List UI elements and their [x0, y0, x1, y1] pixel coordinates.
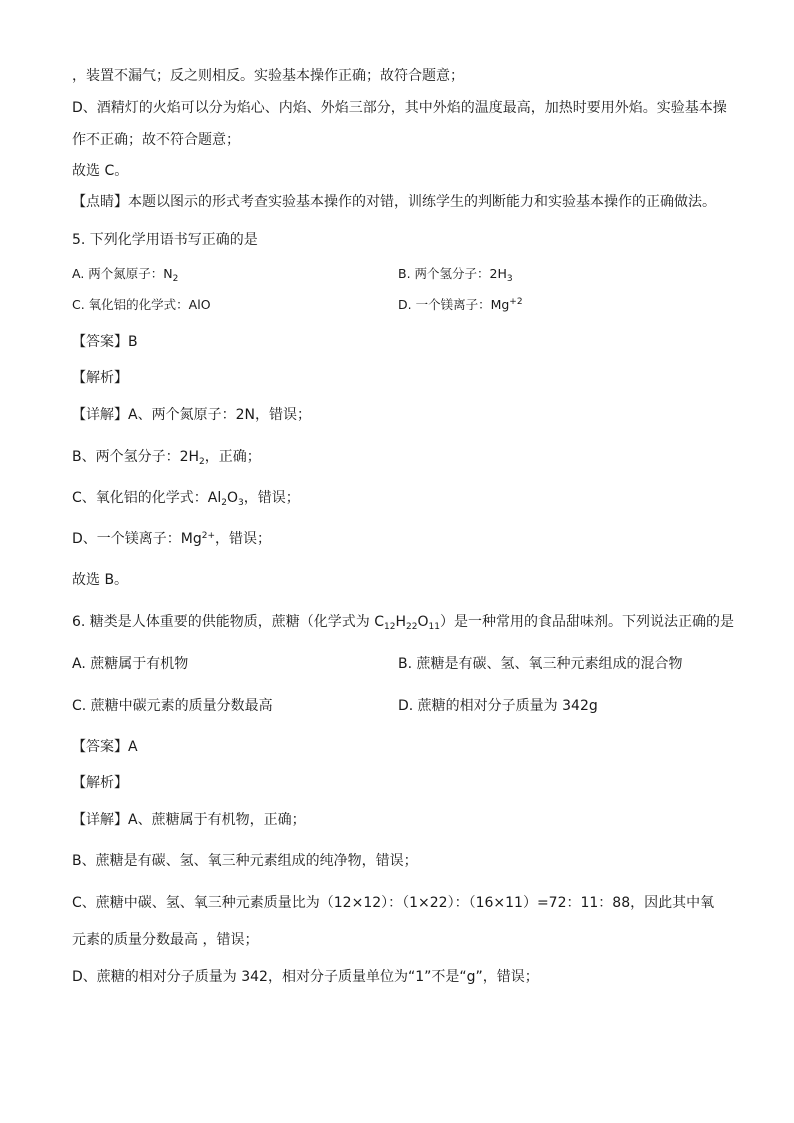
q6-detail-b: B、蔗糖是有碳、氢、氧三种元素组成的纯净物，错误； — [72, 853, 418, 869]
q6-option-d: D. 蔗糖的相对分子质量为 342g — [398, 698, 598, 714]
q6-option-b: B. 蔗糖是有碳、氢、氧三种元素组成的混合物 — [398, 656, 683, 672]
q5-answer: 【答案】B — [72, 334, 138, 350]
q6-detail-c: C、蔗糖中碳、氢、氧三种元素质量比为（12×12）：（1×22）：（16×11）=72：11：88，因此其中氧 — [72, 895, 715, 911]
q6-option-a: A. 蔗糖属于有机物 — [72, 656, 189, 672]
text-line: 作不正确；故不符合题意； — [72, 132, 240, 148]
q5-detail-c: C、氧化铝的化学式：$Al_2O_3$，错误； — [72, 490, 300, 508]
question-6-stem: 6. 糖类是人体重要的供能物质，蔗糖（化学式为 $C_{12}H_{22}O_{11}$）是一种常用的食品甜味剂。下列说法正确的是 — [72, 614, 734, 632]
q5-option-a: A. 两个氮原子：$N_2$ — [72, 266, 179, 284]
text-line: ，装置不漏气；反之则相反。实验基本操作正确；故符合题意； — [72, 68, 464, 84]
question-5-stem: 5. 下列化学用语书写正确的是 — [72, 232, 258, 248]
q5-option-b: B. 两个氢分子：$2H_3$ — [398, 266, 513, 284]
q6-detail-a: 【详解】A、蔗糖属于有机物，正确； — [72, 812, 306, 828]
q5-option-d: D. 一个镁离子：$Mg^{+2}$ — [398, 297, 523, 312]
tip-line: 【点睛】本题以图示的形式考查实验基本操作的对错，训练学生的判断能力和实验基本操作的正确做法。 — [72, 194, 716, 210]
q5-conclusion: 故选 B。 — [72, 572, 129, 588]
q5-analysis-label: 【解析】 — [72, 370, 128, 386]
text-line: D、酒精灯的火焰可以分为焰心、内焰、外焰三部分，其中外焰的温度最高，加热时要用外焰。实验基本操 — [72, 100, 727, 116]
q6-analysis-label: 【解析】 — [72, 775, 128, 791]
q6-detail-d: D、蔗糖的相对分子质量为 342，相对分子质量单位为“1”不是“g”，错误； — [72, 969, 539, 985]
text-line: 故选 C。 — [72, 163, 129, 179]
q5-detail-a: 【详解】A、两个氮原子：2N，错误； — [72, 407, 311, 423]
q6-option-c: C. 蔗糖中碳元素的质量分数最高 — [72, 698, 273, 714]
q6-answer: 【答案】A — [72, 739, 138, 755]
q5-detail-b: B、两个氢分子：$2H_2$，正确； — [72, 449, 261, 467]
q6-detail-c-cont: 元素的质量分数最高 ，错误； — [72, 932, 259, 948]
q5-detail-d: D、一个镁离子：$Mg^{2+}$，错误； — [72, 531, 272, 547]
q5-option-c: C. 氧化铝的化学式：AlO — [72, 297, 211, 312]
